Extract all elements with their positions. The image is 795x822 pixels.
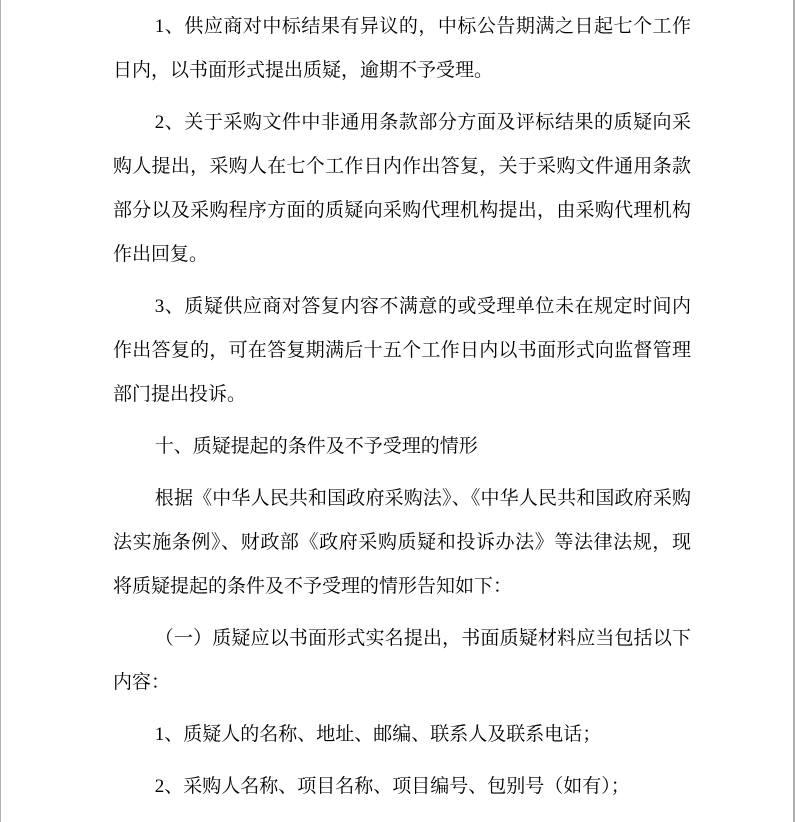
paragraph-legal-basis: 根据《中华人民共和国政府采购法》、《中华人民共和国政府采购法实施条例》、财政部《政府采购质疑和投诉办法》等法律法规，现将质疑提起的条件及不予受理的情形告知如下： [113,488,691,597]
paragraph-written-query-requirement: （一）质疑应以书面形式实名提出，书面质疑材料应当包括以下内容： [113,628,691,693]
paragraph-query-item-2: 2、采购人名称、项目名称、项目编号、包别号（如有）； [154,776,630,797]
paragraph-query-item-1: 1、质疑人的名称、地址、邮编、联系人及联系电话； [154,724,602,745]
section-heading-query-conditions: 十、质疑提起的条件及不予受理的情形 [154,436,478,457]
paragraph-supplier-objection: 1、供应商对中标结果有异议的，中标公告期满之日起七个工作日内，以书面形式提出质疑，逾期不予受理。 [113,16,691,81]
document-content [113,0,691,817]
paragraph-complaint-escalation: 3、质疑供应商对答复内容不满意的或受理单位未在规定时间内作出答复的，可在答复期满后十五个工作日内以书面形式向监督管理部门提出投诉。 [113,296,691,405]
paragraph-query-routing: 2、关于采购文件中非通用条款部分方面及评标结果的质疑向采购人提出，采购人在七个工作日内作出答复，关于采购文件通用条款部分以及采购程序方面的质疑向采购代理机构提出，由采购代理机构作出回复。 [113,112,691,265]
